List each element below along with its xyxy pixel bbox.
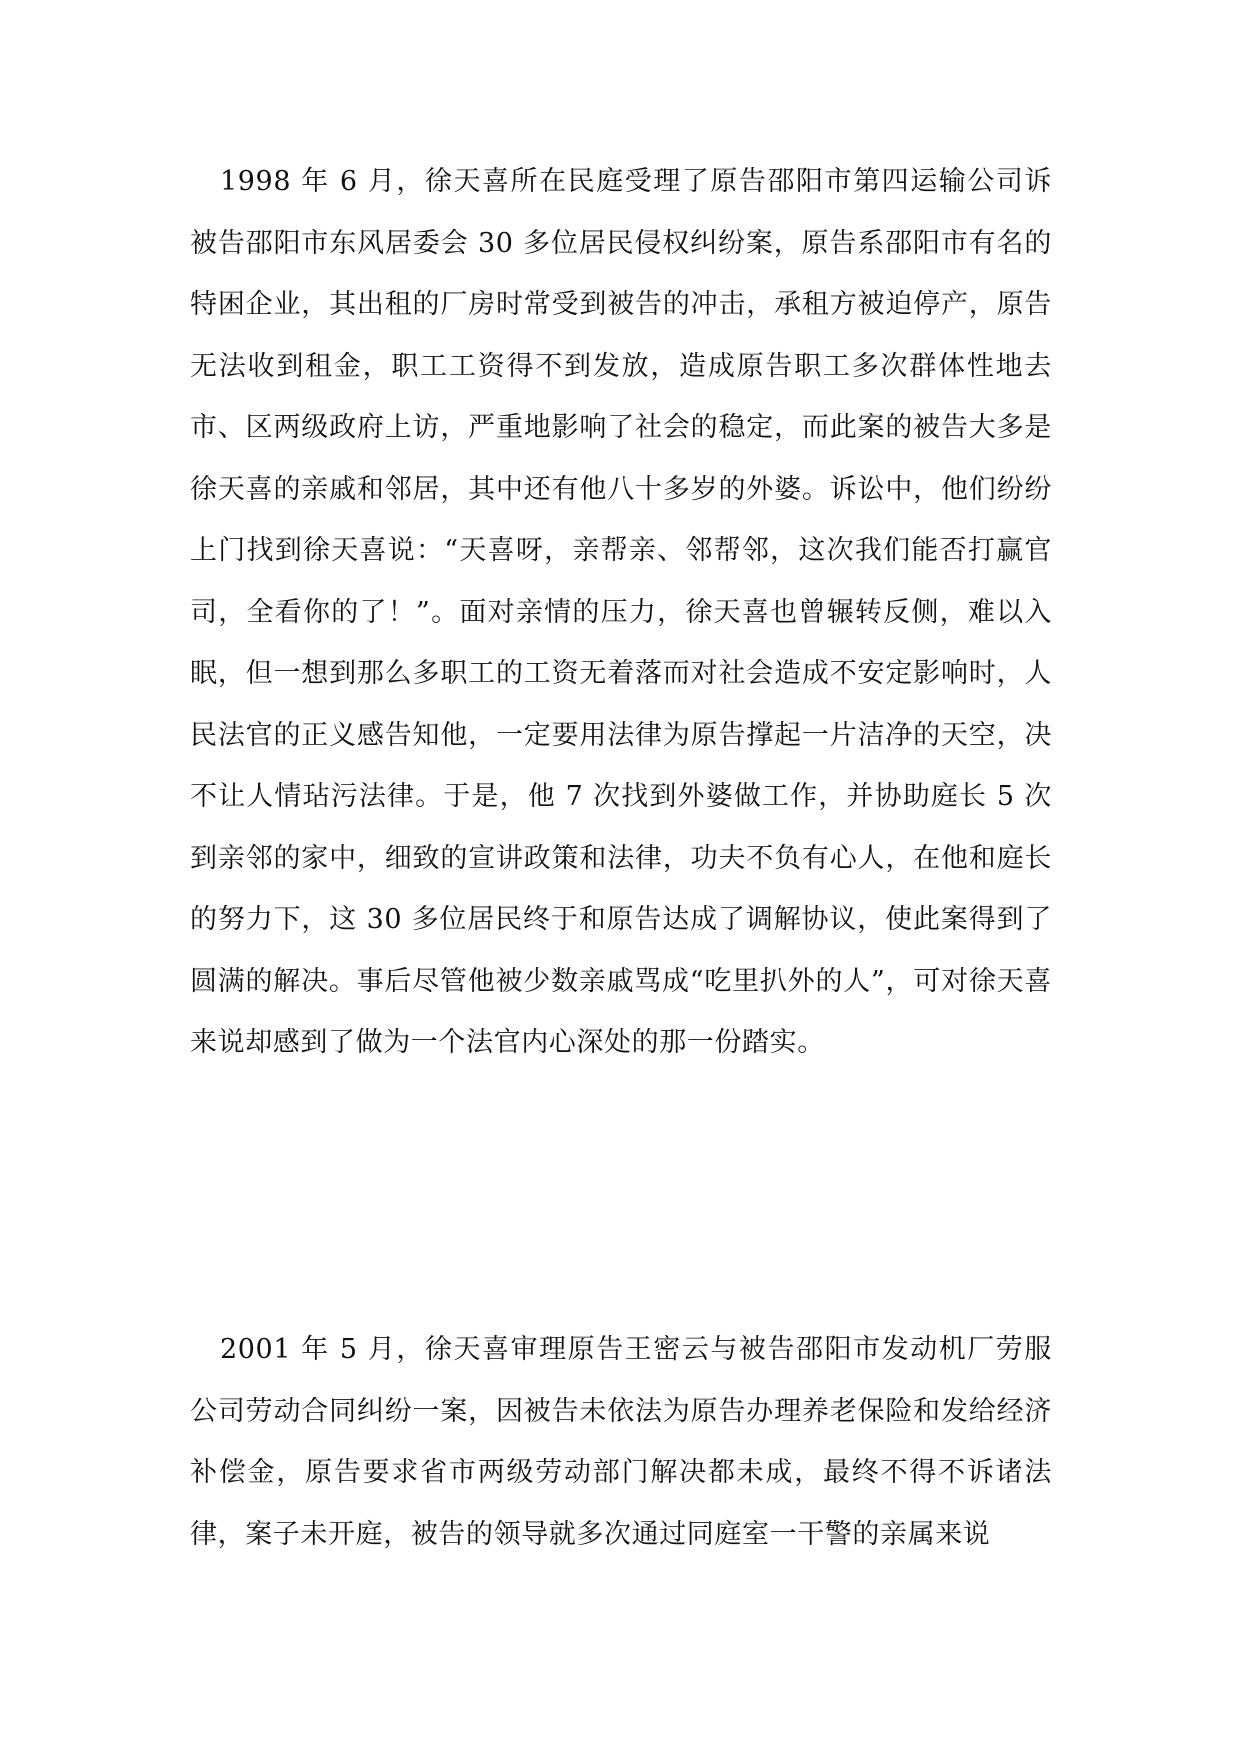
paragraph-2: 2001 年 5 月，徐天喜审理原告王密云与被告邵阳市发动机厂劳服公司劳动合同纠纷一案，因被告未依法为原告办理养老保险和发给经济补偿金，原告要求省市两级劳动部门解决都未成，最终不得不诉诸法律，案子未开庭，被告的领导就多次通过同庭室一干警的亲属来说 <box>190 1334 1052 1550</box>
paragraph-1: 1998 年 6 月，徐天喜所在民庭受理了原告邵阳市第四运输公司诉被告邵阳市东风居委会 30 多位居民侵权纠纷案，原告系邵阳市有名的特困企业，其出租的厂房时常受到被告的冲击，承租方被迫停产，原告无法收到租金，职工工资得不到发放，造成原告职工多次群体性地去市、区两级政府上访，严重地影响了社会的稳定，而此案的被告大多是徐天喜的亲戚和邻居，其中还有他八十多岁的外婆。诉讼中，他们纷纷上门找到徐天喜说：“天喜呀，亲帮亲、邻帮邻，这次我们能否打赢官司，全看你的了！”。面对亲情的压力，徐天喜也曾辗转反侧，难以入眠，但一想到那么多职工的工资无着落而对社会造成不安定影响时，人民法官的正义感告知他，一定要用法律为原告撑起一片洁净的天空，决不让人情玷污法律。于是，他 7 次找到外婆做工作，并协助庭长 5 次到亲邻的家中，细致的宣讲政策和法律，功夫不负有心人，在他和庭长的努力下，这 30 多位居民终于和原告达成了调解协议，使此案得到了圆满的解决。事后尽管他被少数亲戚骂成“吃里扒外的人”，可对徐天喜来说却感到了做为一个法官内心深处的那一份踏实。 <box>190 166 1052 1058</box>
